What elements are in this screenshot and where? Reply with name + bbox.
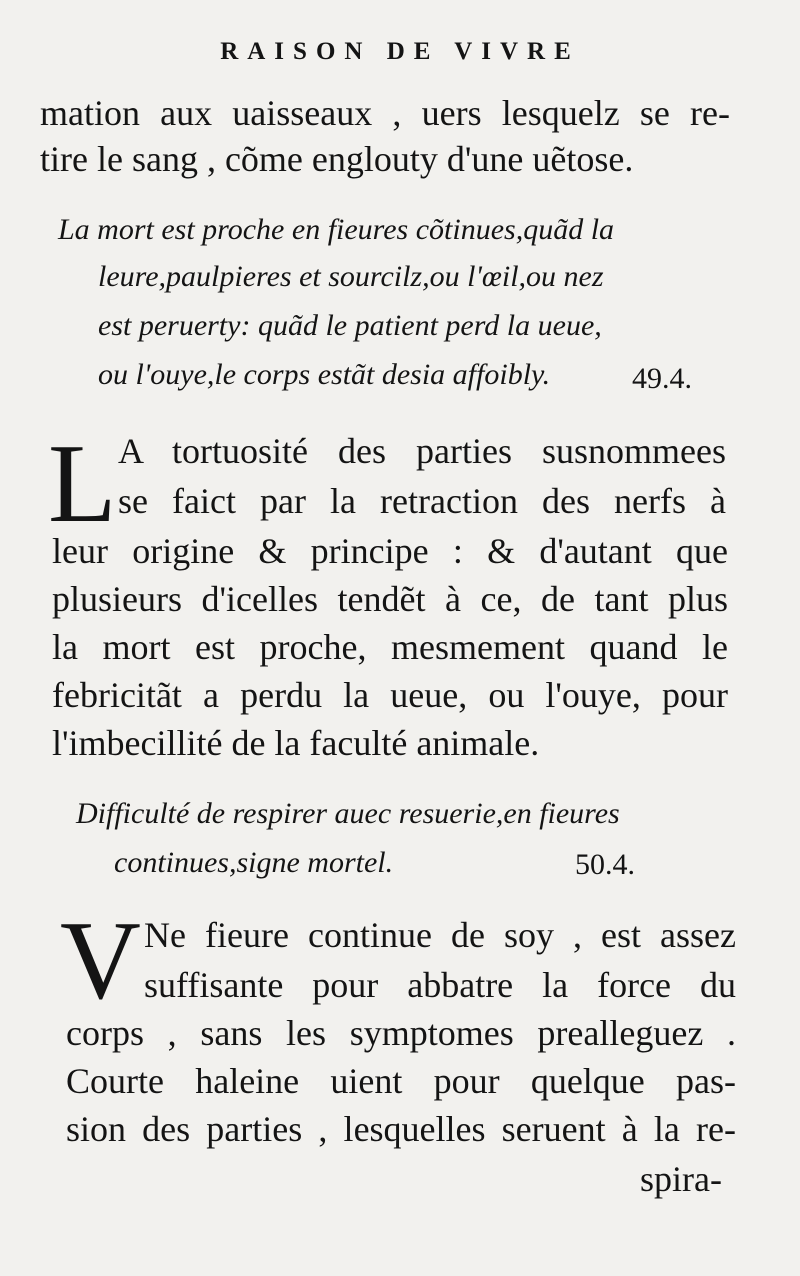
running-head: RAISON DE VIVRE	[220, 38, 580, 65]
text-line: tire le sang , cõme englouty d'une uẽtose.	[40, 139, 634, 179]
text-line: A tortuosité des parties susnommees	[118, 431, 726, 471]
text-line: Courte haleine uient pour quelque pas-	[66, 1061, 736, 1101]
text-line: leur origine & principe : & d'autant que	[52, 531, 728, 571]
sidenote-line: continues,signe mortel.	[114, 846, 394, 879]
text-line: suffisante pour abbatre la force du	[144, 965, 736, 1005]
text-line: febricitãt a perdu la ueue, ou l'ouye, pour	[52, 675, 728, 715]
drop-cap: V	[60, 899, 141, 1023]
text-line: mation aux uaisseaux , uers lesquelz se re-	[40, 93, 730, 133]
catchword: spira-	[640, 1159, 722, 1199]
sidenote-line: ou l'ouye,le corps estãt desia affoibly.	[98, 358, 551, 391]
sidenote-line: Difficulté de respirer auec resuerie,en fieures	[76, 797, 620, 830]
text-line: Ne fieure continue de soy , est assez	[144, 915, 736, 955]
text-line: se faict par la retraction des nerfs à	[118, 481, 726, 521]
sidenote-line: est peruerty: quãd le patient perd la ueue,	[98, 309, 602, 342]
text-line: plusieurs d'icelles tendẽt à ce, de tant plus	[52, 579, 728, 619]
sidenote-line: La mort est proche en fieures cõtinues,quãd la	[58, 213, 615, 246]
text-line: sion des parties , lesquelles seruent à la re-	[66, 1109, 736, 1149]
text-line: corps , sans les symptomes prealleguez .	[66, 1013, 736, 1053]
text-line: la mort est proche, mesmement quand le	[52, 627, 728, 667]
drop-cap: L	[48, 422, 117, 546]
text-line: l'imbecillité de la faculté animale.	[52, 723, 540, 763]
reference-number: 50.4.	[575, 848, 635, 881]
reference-number: 49.4.	[632, 362, 692, 395]
sidenote-line: leure,paulpieres et sourcilz,ou l'œil,ou nez	[98, 260, 604, 293]
